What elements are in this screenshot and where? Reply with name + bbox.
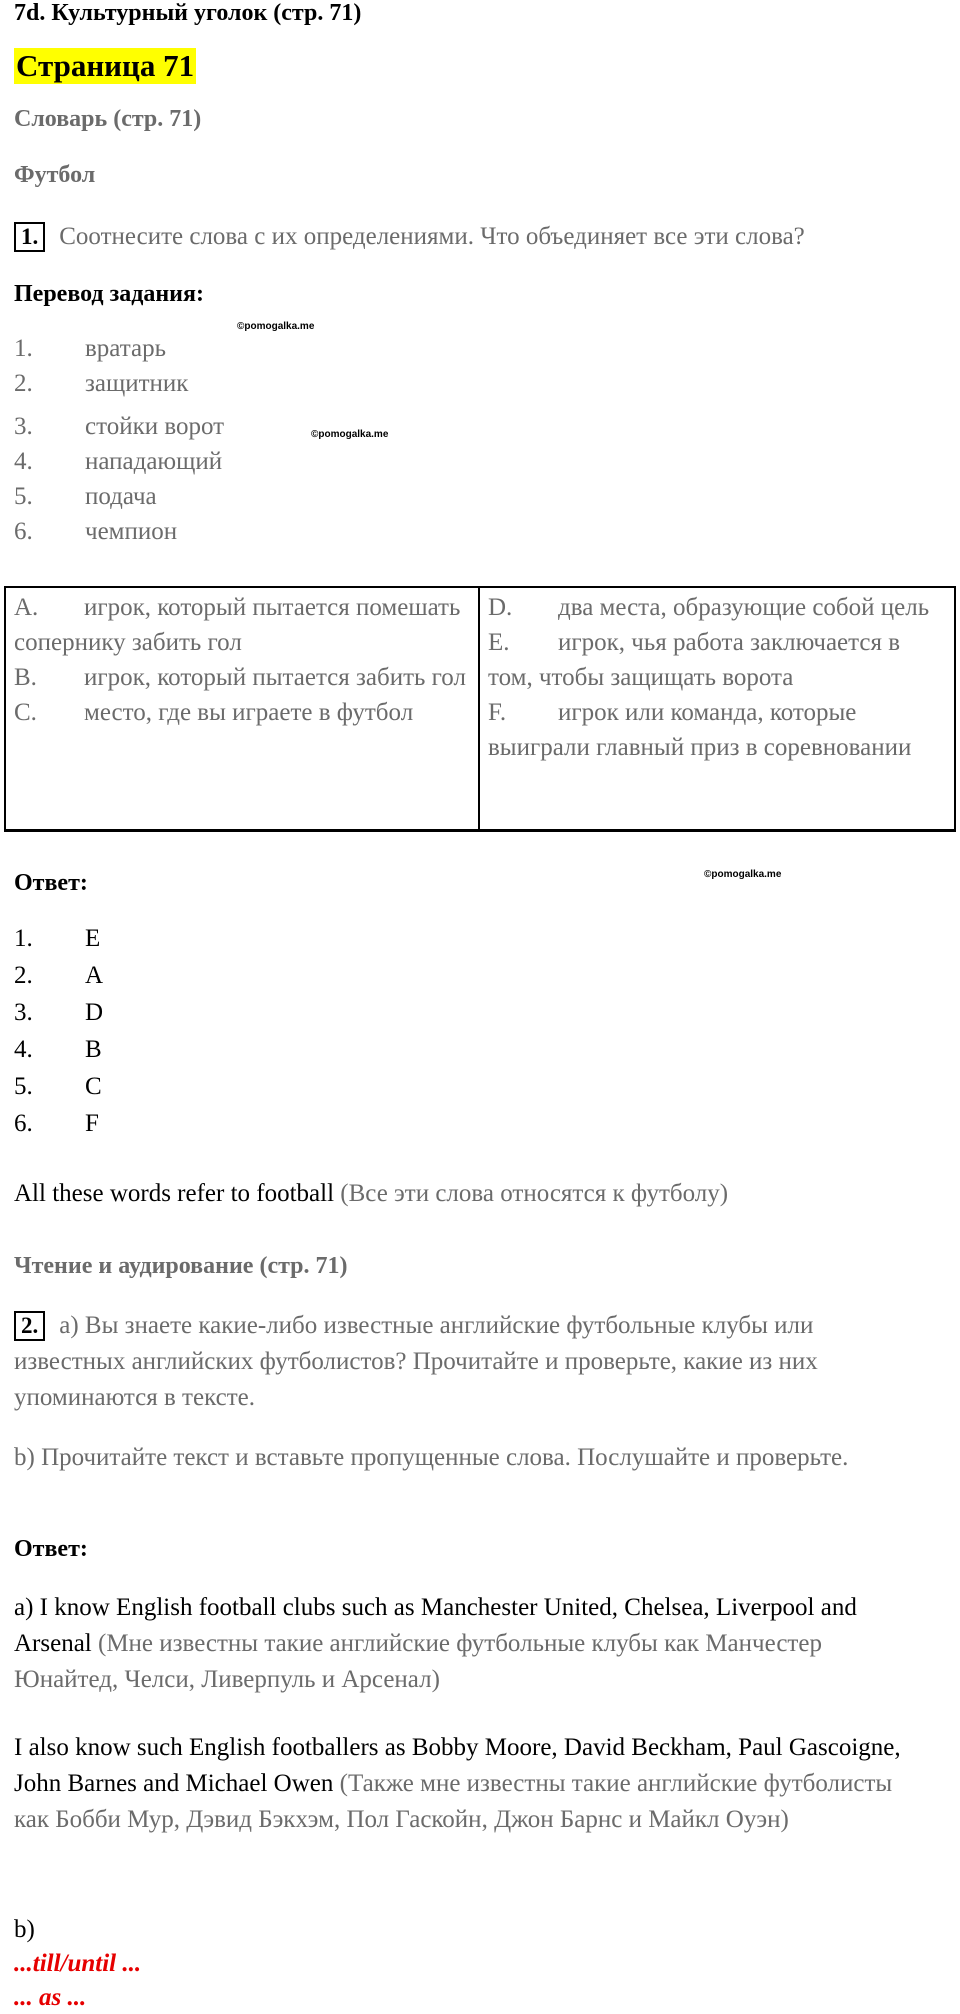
task-2-number: 2. — [14, 1311, 45, 1341]
vocab-heading: Словарь (стр. 71) — [14, 106, 202, 132]
list-item: 4. нападающий — [14, 448, 223, 475]
list-item: 1. вратарь — [14, 335, 166, 362]
answer-item: 2. A — [14, 962, 104, 989]
answer-2a: a) I know English football clubs such as Manchester United, Chelsea, Liverpool and Arsenal (Мне известны такие английские футбольные клубы как Манчестер Юнайтед, Челси, Ливерпуль и Арсенал) — [14, 1594, 857, 1693]
definition-item: B. игрок, который пытается забить гол — [14, 664, 466, 691]
definition-item: E. игрок, чья работа заключается в том, чтобы защищать ворота — [488, 629, 901, 691]
answer-2a-footballers: I also know such English footballers as Bobby Moore, David Beckham, Paul Gascoigne, John Barnes and Michael Owen (Также мне известны такие английские футболисты как Бобби Мур, Дэвид Бэкхэм, Пол Гаскойн, Джон Барнс и Майкл Оуэн) — [14, 1734, 901, 1833]
translation-heading: Перевод задания: — [14, 281, 204, 307]
definition-item: A. игрок, который пытается помешать сопернику забить гол — [14, 594, 461, 656]
list-item: 2. защитник — [14, 370, 189, 397]
watermark: ©pomogalka.me — [311, 429, 389, 440]
answer-item: 3. D — [14, 999, 104, 1026]
answer-item: 1. E — [14, 925, 101, 952]
list-item: 5. подача — [14, 483, 157, 510]
definition-item: C. место, где вы играете в футбол — [14, 699, 414, 726]
task-1-text: Соотнесите слова с их определениями. Что объединяет все эти слова? — [59, 223, 805, 250]
summary-ru: (Все эти слова относятся к футболу) — [340, 1180, 729, 1207]
watermark: ©pomogalka.me — [704, 869, 782, 880]
document-title: 7d. Культурный уголок (стр. 71) — [14, 0, 362, 26]
answer-item: 5. C — [14, 1073, 102, 1100]
answer-2b-label: b) — [14, 1916, 35, 1943]
answer-2b-item: ... as ... — [14, 1984, 87, 2011]
reading-heading: Чтение и аудирование (стр. 71) — [14, 1253, 348, 1279]
answer-2-heading: Ответ: — [14, 1536, 88, 1562]
definitions-column-left — [6, 588, 480, 829]
answer-2b-item: ...till/until ... — [14, 1950, 142, 1977]
definition-item: F. игрок или команда, которые выиграли главный приз в соревновании — [488, 699, 912, 761]
watermark: ©pomogalka.me — [237, 321, 315, 332]
answer-summary — [14, 1180, 728, 1208]
task-2-text-a: a) Вы знаете какие-либо известные английские футбольные клубы или известных английских футболистов? Прочитайте и проверьте, какие из них упоминаются в тексте. — [14, 1312, 818, 1411]
task-1 — [14, 222, 805, 252]
definitions-table — [4, 586, 956, 832]
definitions-column-right — [480, 588, 954, 829]
list-item: 3. стойки ворот — [14, 413, 225, 440]
page-label: Страница 71 — [16, 48, 195, 83]
vocab-topic: Футбол — [14, 162, 96, 188]
task-1-number: 1. — [14, 222, 45, 252]
task-2 — [14, 1308, 914, 1416]
task-2-text-b: b) Прочитайте текст и вставьте пропущенные слова. Послушайте и проверьте. — [14, 1444, 849, 1471]
answer-item: 4. B — [14, 1036, 102, 1063]
answer-item: 6. F — [14, 1110, 99, 1137]
summary-en: All these words refer to football — [14, 1180, 335, 1207]
list-item: 6. чемпион — [14, 518, 178, 545]
answer-heading: Ответ: — [14, 870, 88, 896]
definition-item: D. два места, образующие собой цель — [488, 594, 930, 621]
